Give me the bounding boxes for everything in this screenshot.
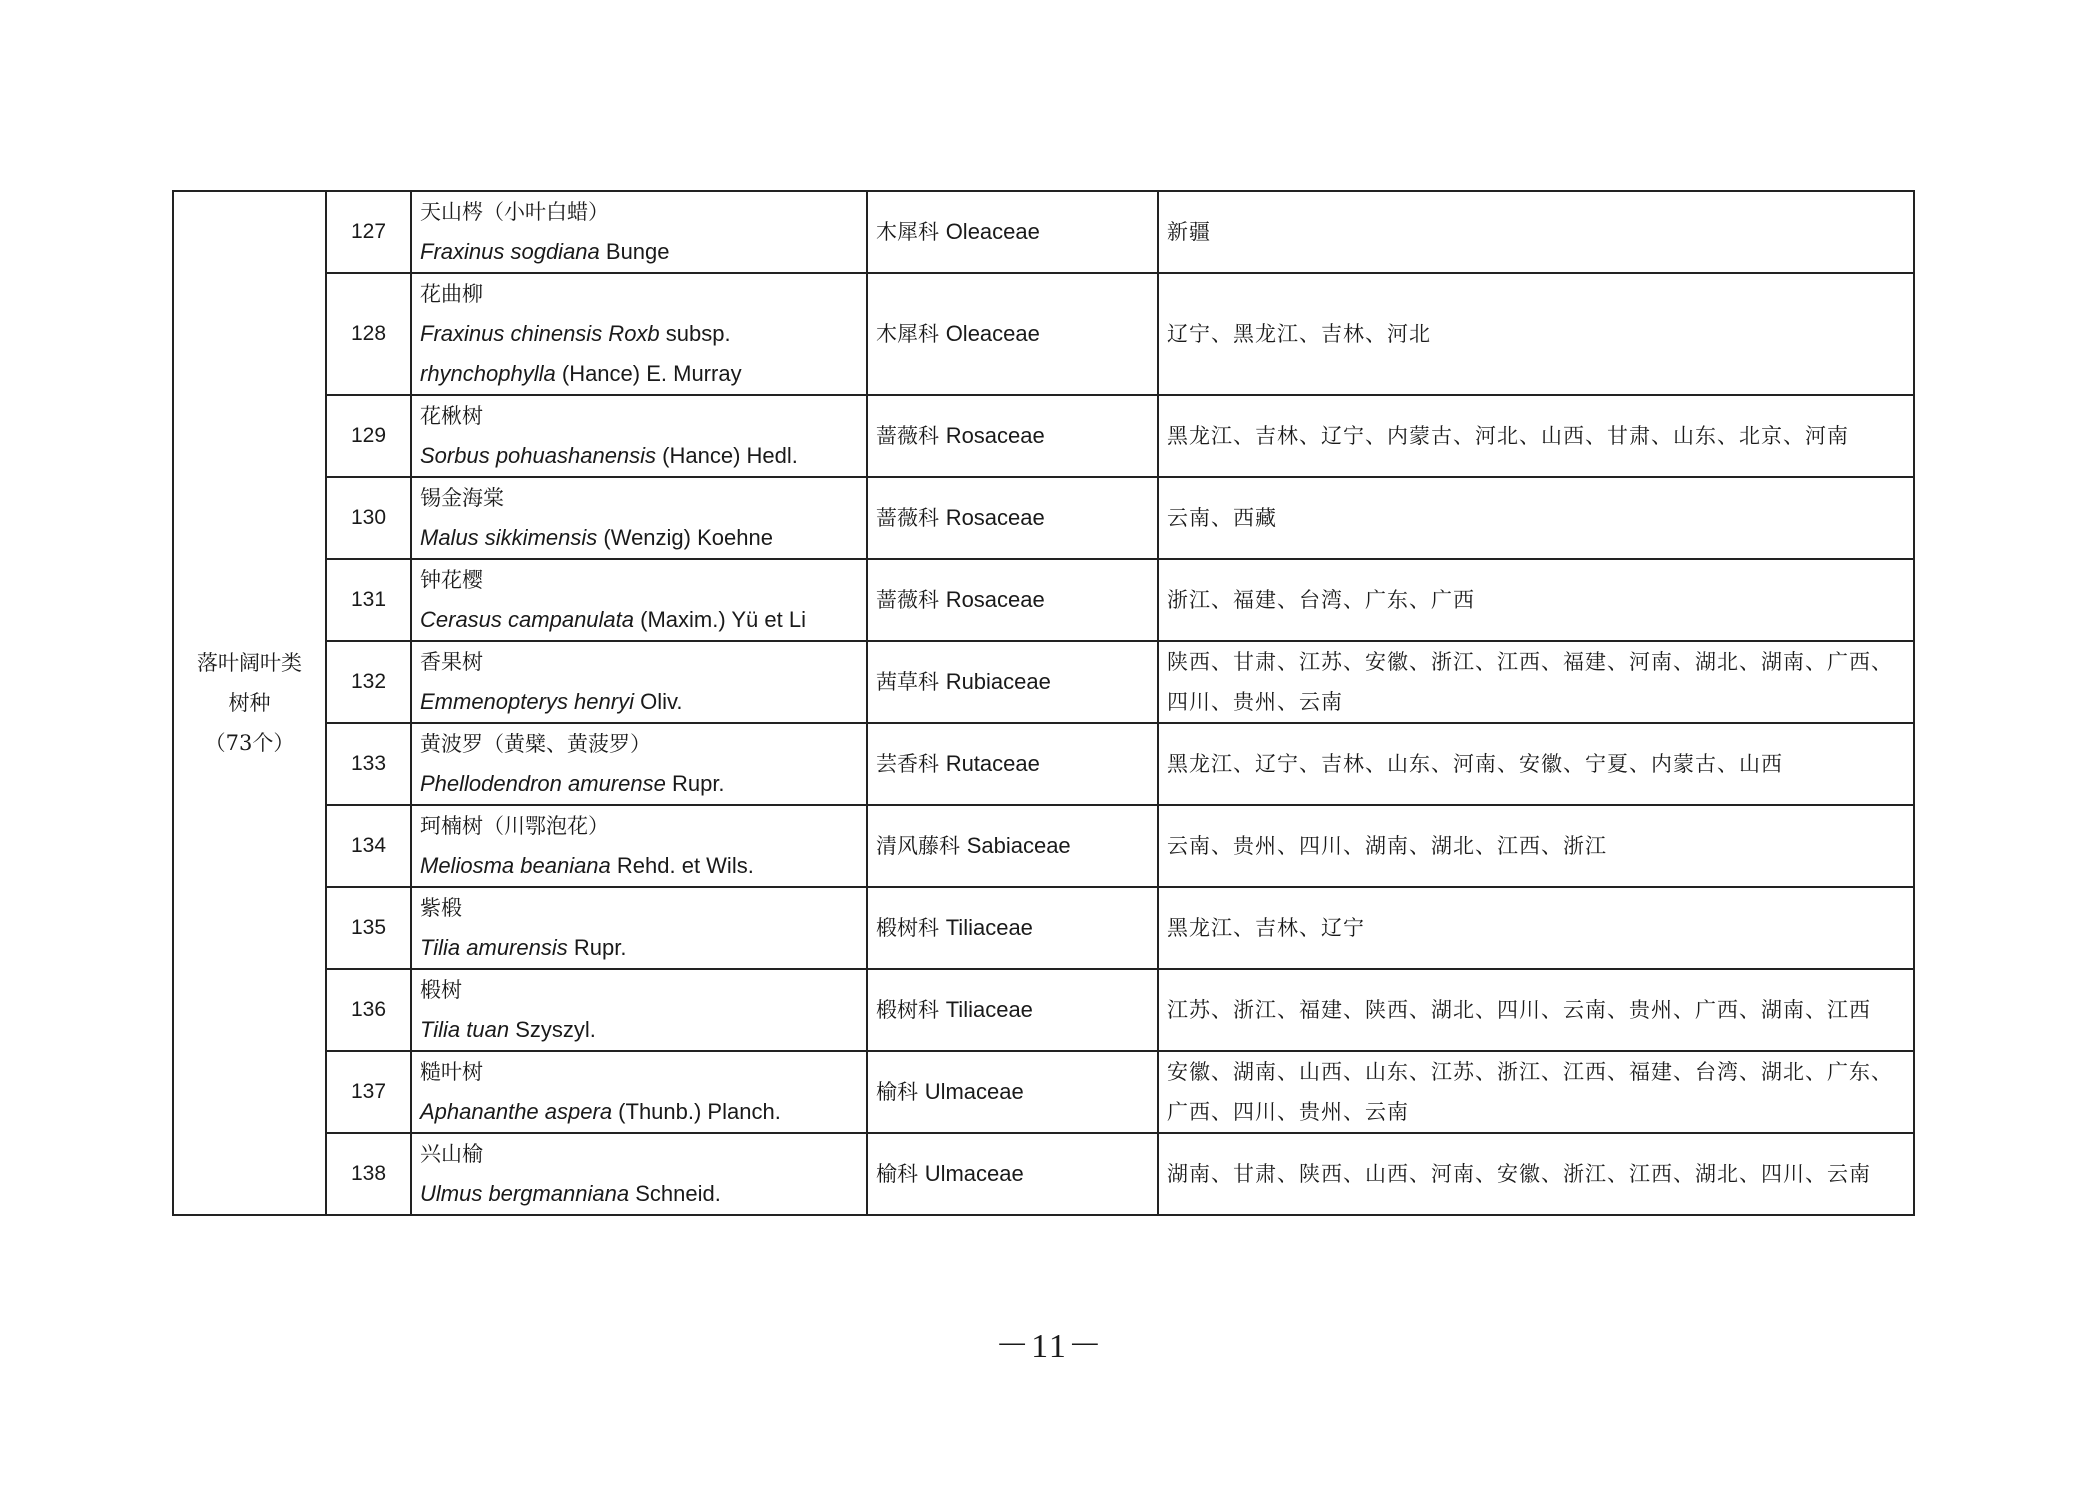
category-cell (173, 191, 326, 1215)
family-latin: Rutaceae (945, 751, 1040, 776)
scientific-name-italic: Tilia amurensis (420, 935, 568, 960)
family-latin: Sabiaceae (966, 833, 1071, 858)
family-cell (867, 805, 1158, 887)
species-table (172, 190, 1915, 1216)
table-row (173, 273, 1914, 395)
family-cell (867, 723, 1158, 805)
distribution-cell: 黑龙江、吉林、辽宁 (1158, 887, 1914, 969)
scientific-name (420, 354, 858, 394)
scientific-name (420, 764, 858, 804)
distribution-cell: 黑龙江、吉林、辽宁、内蒙古、河北、山西、甘肃、山东、北京、河南 (1158, 395, 1914, 477)
row-number: 137 (326, 1051, 411, 1133)
row-number: 132 (326, 641, 411, 723)
row-number: 133 (326, 723, 411, 805)
category-label: 树种 (228, 691, 271, 715)
table-row (173, 477, 1914, 559)
chinese-name: 糙叶树 (420, 1060, 483, 1084)
scientific-name-author: Rupr. (567, 935, 627, 960)
scientific-name-italic: Sorbus pohuashanensis (420, 443, 657, 468)
distribution-cell: 云南、贵州、四川、湖南、湖北、江西、浙江 (1158, 805, 1914, 887)
family-cell (867, 395, 1158, 477)
species-table-body (173, 191, 1914, 1215)
scientific-name-italic: Cerasus campanulata (420, 607, 635, 632)
page-number: －11－ (995, 1328, 1104, 1365)
scientific-name-author: (Hance) E. Murray (555, 361, 742, 386)
chinese-name: 锡金海棠 (420, 486, 504, 510)
chinese-name: 兴山榆 (420, 1142, 483, 1166)
chinese-name: 珂楠树（川鄂泡花） (420, 814, 609, 838)
scientific-name-italic: Tilia tuan (420, 1017, 510, 1042)
row-number: 138 (326, 1133, 411, 1215)
family-cell (867, 1051, 1158, 1133)
chinese-name: 紫椴 (420, 896, 462, 920)
table-row (173, 641, 1914, 723)
family-cell (867, 887, 1158, 969)
scientific-name-italic: Fraxinus chinensis Roxb (420, 321, 660, 346)
scientific-name-author: Szyszyl. (509, 1017, 596, 1042)
family-latin: Rosaceae (945, 423, 1045, 448)
scientific-name-italic: Aphananthe aspera (420, 1099, 613, 1124)
scientific-name-italic: rhynchophylla (420, 361, 556, 386)
chinese-name: 椴树 (420, 978, 462, 1002)
distribution-cell: 湖南、甘肃、陕西、山西、河南、安徽、浙江、江西、湖北、四川、云南 (1158, 1133, 1914, 1215)
species-name-cell (411, 477, 867, 559)
family-cell (867, 559, 1158, 641)
chinese-name: 花曲柳 (420, 282, 483, 306)
scientific-name (420, 436, 858, 476)
scientific-name-author: Rehd. et Wils. (610, 853, 754, 878)
table-row (173, 969, 1914, 1051)
family-latin: Oleaceae (945, 219, 1040, 244)
scientific-name-italic: Emmenopterys henryi (420, 689, 634, 714)
family-latin: Rosaceae (945, 587, 1045, 612)
family-latin: Tiliaceae (945, 997, 1033, 1022)
family-latin: Rosaceae (945, 505, 1045, 530)
family-latin: Tiliaceae (945, 915, 1033, 940)
row-number: 129 (326, 395, 411, 477)
family-chinese: 木犀科 (876, 322, 939, 346)
species-name-cell (411, 887, 867, 969)
distribution-cell: 辽宁、黑龙江、吉林、河北 (1158, 273, 1914, 395)
scientific-name-author: (Maxim.) Yü et Li (634, 607, 806, 632)
row-number: 127 (326, 191, 411, 273)
scientific-name (420, 232, 858, 272)
table-row (173, 1051, 1914, 1133)
scientific-name-author: (Hance) Hedl. (656, 443, 798, 468)
table-row (173, 559, 1914, 641)
family-chinese: 芸香科 (876, 752, 939, 776)
scientific-name (420, 314, 858, 354)
scientific-name-italic: Ulmus bergmanniana (420, 1181, 630, 1206)
distribution-cell: 云南、西藏 (1158, 477, 1914, 559)
row-number: 130 (326, 477, 411, 559)
scientific-name-author: Oliv. (633, 689, 683, 714)
row-number: 136 (326, 969, 411, 1051)
species-name-cell (411, 559, 867, 641)
family-chinese: 茜草科 (876, 670, 939, 694)
category-label: 落叶阔叶类 (197, 651, 302, 675)
chinese-name: 香果树 (420, 650, 483, 674)
distribution-cell: 新疆 (1158, 191, 1914, 273)
family-chinese: 木犀科 (876, 220, 939, 244)
scientific-name-italic: Malus sikkimensis (420, 525, 598, 550)
table-row (173, 887, 1914, 969)
family-chinese: 清风藤科 (876, 834, 960, 858)
table-row (173, 805, 1914, 887)
scientific-name-author: Bunge (599, 239, 670, 264)
category-label: （73个） (204, 731, 295, 755)
row-number: 134 (326, 805, 411, 887)
row-number: 128 (326, 273, 411, 395)
scientific-name (420, 518, 858, 558)
scientific-name-italic: Fraxinus sogdiana (420, 239, 600, 264)
family-chinese: 椴树科 (876, 916, 939, 940)
species-name-cell (411, 395, 867, 477)
family-cell (867, 477, 1158, 559)
distribution-cell: 陕西、甘肃、江苏、安徽、浙江、江西、福建、河南、湖北、湖南、广西、四川、贵州、云南 (1158, 641, 1914, 723)
species-name-cell (411, 969, 867, 1051)
table-row (173, 723, 1914, 805)
family-cell (867, 1133, 1158, 1215)
row-number: 135 (326, 887, 411, 969)
family-latin: Ulmaceae (924, 1079, 1024, 1104)
chinese-name: 天山梣（小叶白蜡） (420, 200, 609, 224)
scientific-name (420, 1092, 858, 1132)
species-name-cell (411, 191, 867, 273)
table-row (173, 395, 1914, 477)
scientific-name (420, 1174, 858, 1214)
distribution-cell: 黑龙江、辽宁、吉林、山东、河南、安徽、宁夏、内蒙古、山西 (1158, 723, 1914, 805)
family-cell (867, 273, 1158, 395)
family-latin: Rubiaceae (945, 669, 1051, 694)
table-row (173, 1133, 1914, 1215)
scientific-name (420, 846, 858, 886)
scientific-name-italic: Phellodendron amurense (420, 771, 666, 796)
family-latin: Ulmaceae (924, 1161, 1024, 1186)
family-chinese: 蔷薇科 (876, 506, 939, 530)
scientific-name-author: subsp. (659, 321, 731, 346)
species-name-cell (411, 641, 867, 723)
chinese-name: 钟花樱 (420, 568, 483, 592)
family-chinese: 椴树科 (876, 998, 939, 1022)
distribution-cell: 江苏、浙江、福建、陕西、湖北、四川、云南、贵州、广西、湖南、江西 (1158, 969, 1914, 1051)
family-latin: Oleaceae (945, 321, 1040, 346)
family-chinese: 蔷薇科 (876, 424, 939, 448)
scientific-name-author: Rupr. (665, 771, 725, 796)
family-chinese: 榆科 (876, 1162, 918, 1186)
scientific-name-italic: Meliosma beaniana (420, 853, 611, 878)
species-name-cell (411, 273, 867, 395)
family-cell (867, 191, 1158, 273)
row-number: 131 (326, 559, 411, 641)
species-name-cell (411, 1133, 867, 1215)
table-row (173, 191, 1914, 273)
scientific-name-author: (Thunb.) Planch. (612, 1099, 781, 1124)
scientific-name (420, 682, 858, 722)
species-name-cell (411, 1051, 867, 1133)
scientific-name-author: (Wenzig) Koehne (597, 525, 773, 550)
family-chinese: 蔷薇科 (876, 588, 939, 612)
scientific-name (420, 600, 858, 640)
species-name-cell (411, 723, 867, 805)
distribution-cell: 安徽、湖南、山西、山东、江苏、浙江、江西、福建、台湾、湖北、广东、广西、四川、贵州、云南 (1158, 1051, 1914, 1133)
chinese-name: 黄波罗（黄檗、黄菠罗） (420, 732, 651, 756)
scientific-name-author: Schneid. (629, 1181, 721, 1206)
family-cell (867, 641, 1158, 723)
family-cell (867, 969, 1158, 1051)
distribution-cell: 浙江、福建、台湾、广东、广西 (1158, 559, 1914, 641)
species-name-cell (411, 805, 867, 887)
scientific-name (420, 928, 858, 968)
chinese-name: 花楸树 (420, 404, 483, 428)
scientific-name (420, 1010, 858, 1050)
family-chinese: 榆科 (876, 1080, 918, 1104)
